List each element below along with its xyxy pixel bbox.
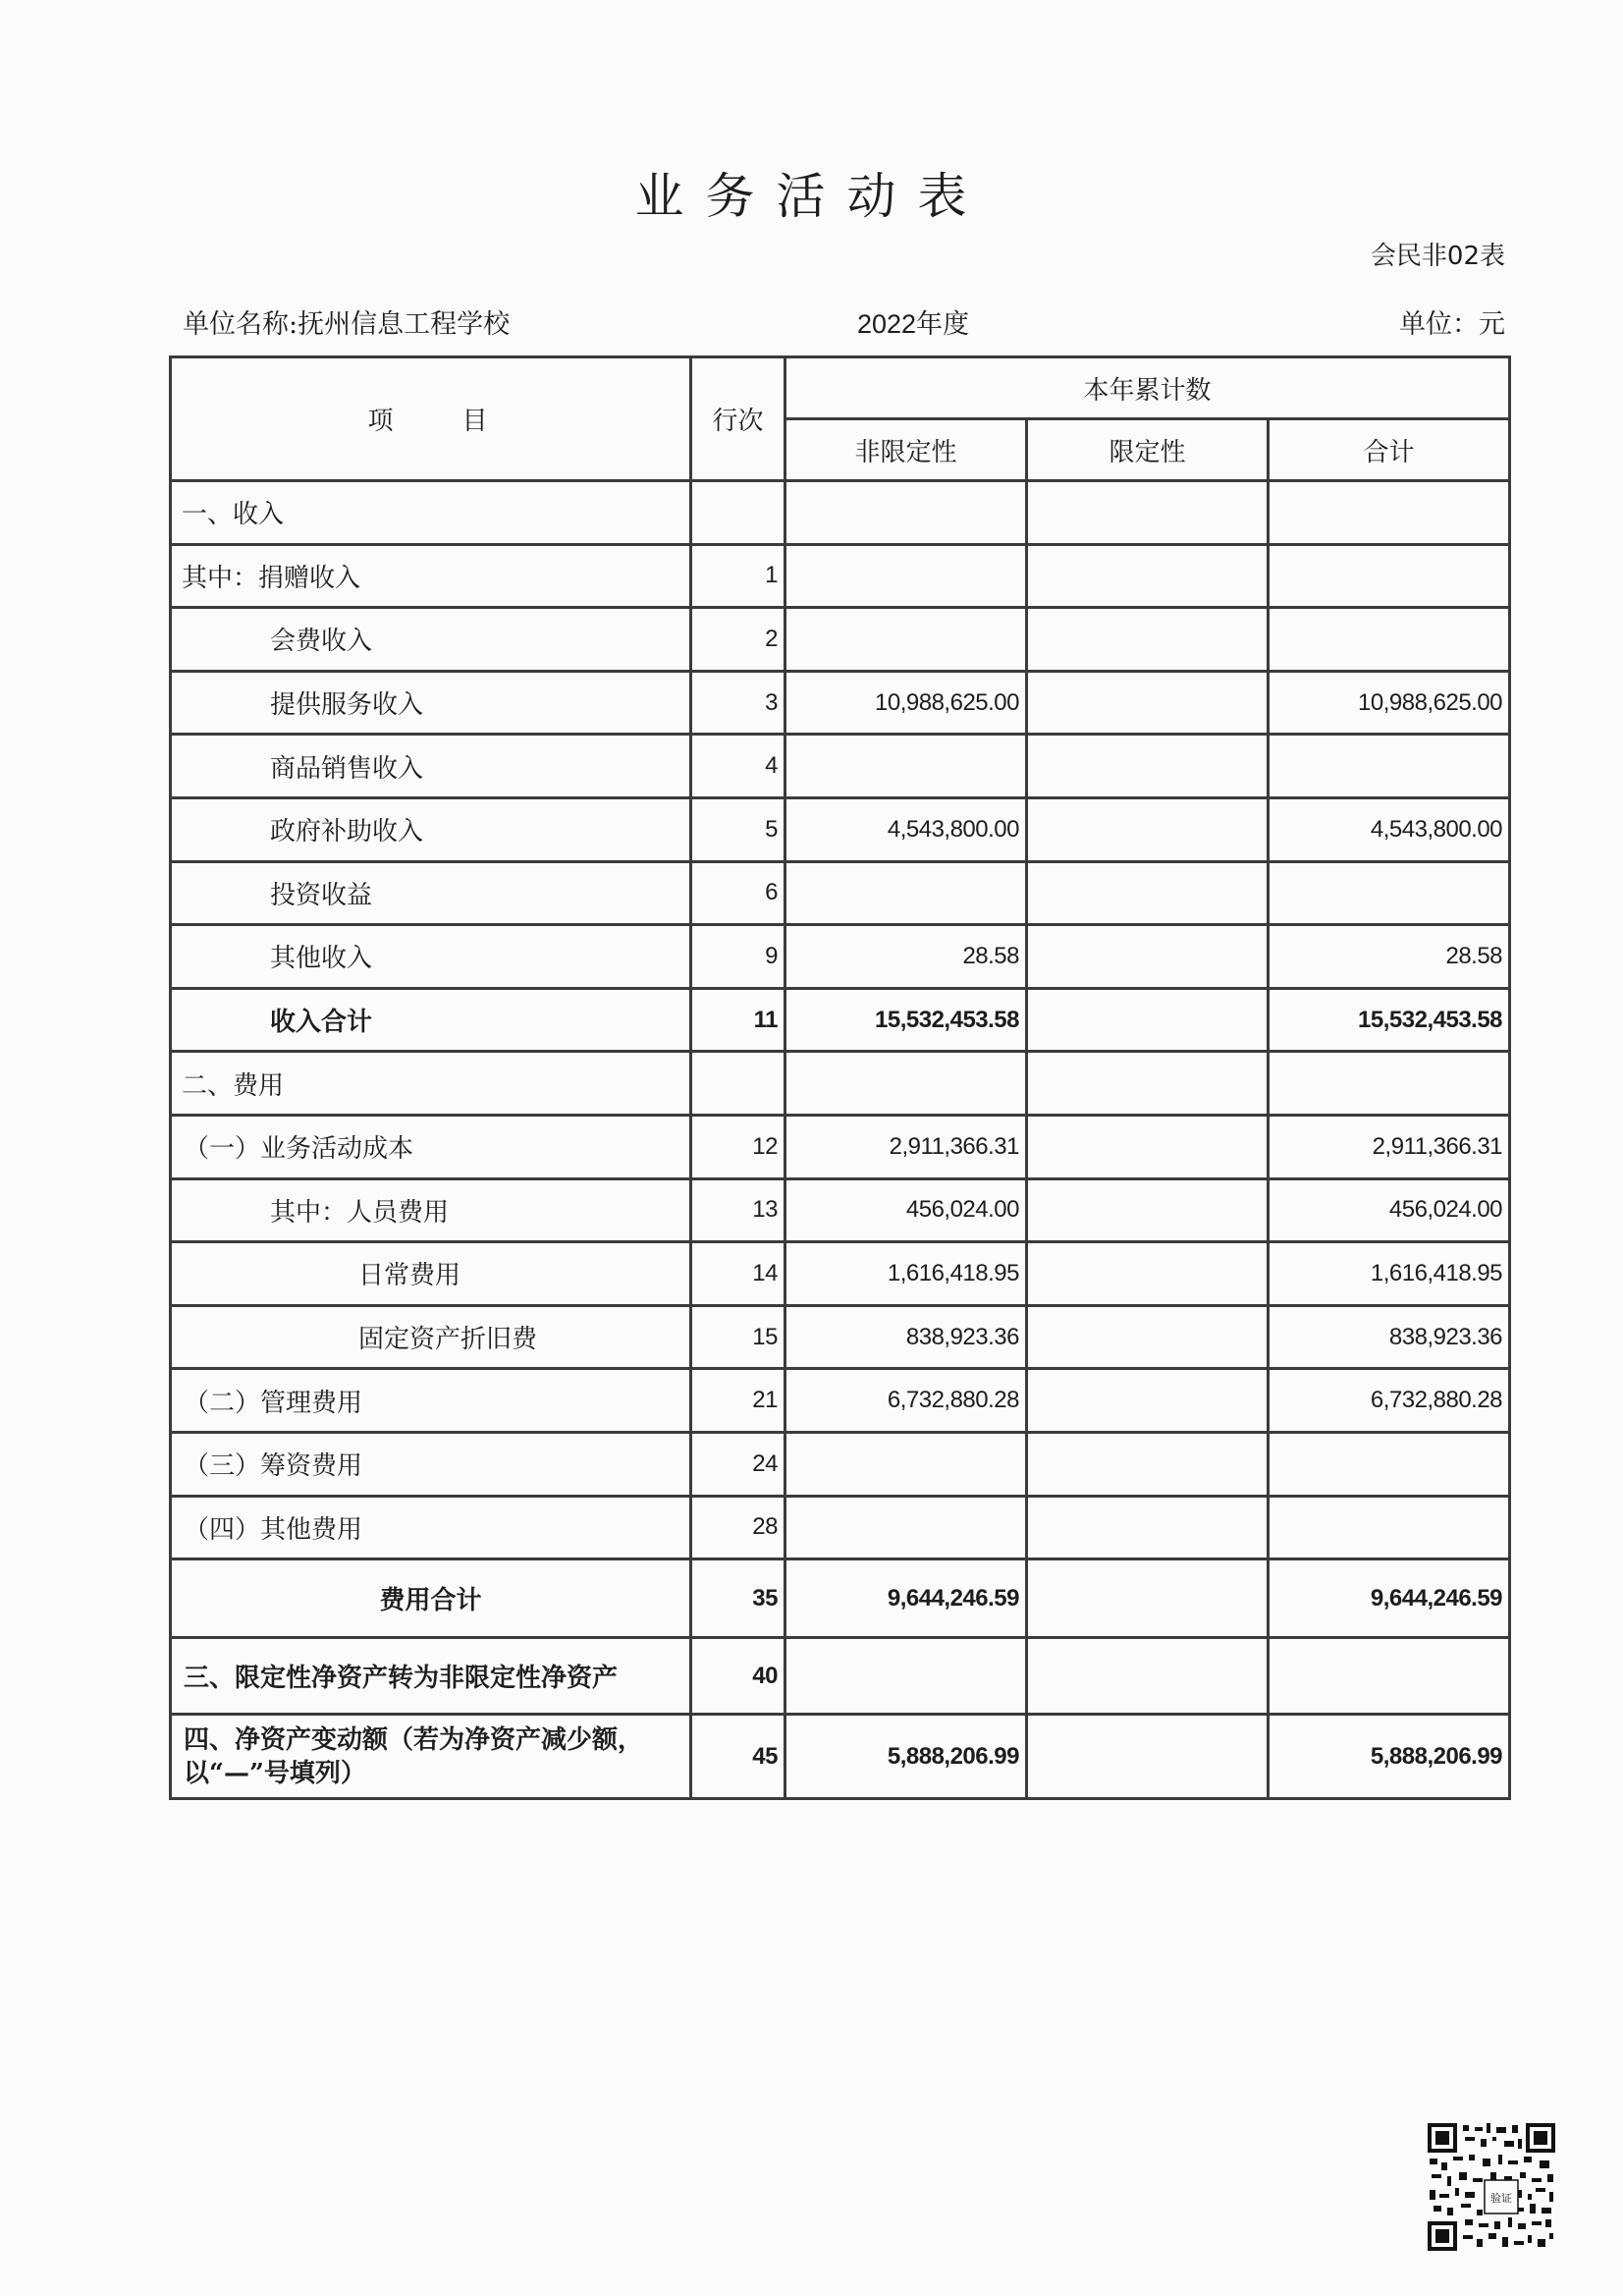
row-item: 商品销售收入 [171, 735, 691, 798]
row-line [691, 481, 785, 545]
table-body [171, 481, 1510, 1799]
row-restricted [1027, 1715, 1269, 1799]
row-unrestricted: 2,911,366.31 [785, 1115, 1027, 1178]
table-row [171, 481, 1510, 545]
row-item: （四）其他费用 [171, 1496, 691, 1559]
unit-name: 单位名称:抚州信息工程学校 [183, 309, 511, 340]
row-restricted [1027, 1178, 1269, 1242]
table-row [171, 1115, 1510, 1178]
table-row [171, 1052, 1510, 1116]
row-line: 35 [691, 1559, 785, 1638]
row-total [1269, 1432, 1510, 1496]
row-line: 13 [691, 1178, 785, 1242]
row-unrestricted [785, 544, 1027, 608]
form-code: 会民非02表 [1370, 242, 1505, 271]
table-row [171, 671, 1510, 735]
row-restricted [1027, 735, 1269, 798]
row-line: 9 [691, 925, 785, 989]
row-unrestricted [785, 1432, 1027, 1496]
row-total: 1,616,418.95 [1269, 1242, 1510, 1306]
table-row [171, 1305, 1510, 1369]
row-item: （二）管理费用 [171, 1369, 691, 1433]
row-restricted [1027, 481, 1269, 545]
row-unrestricted: 15,532,453.58 [785, 988, 1027, 1052]
row-line: 40 [691, 1638, 785, 1715]
row-total [1269, 1052, 1510, 1116]
row-total: 10,988,625.00 [1269, 671, 1510, 735]
row-unrestricted: 6,732,880.28 [785, 1369, 1027, 1433]
row-restricted [1027, 988, 1269, 1052]
row-unrestricted [785, 608, 1027, 672]
table-row [171, 1496, 1510, 1559]
row-restricted [1027, 1242, 1269, 1306]
table-row [171, 544, 1510, 608]
header-total: 合计 [1269, 419, 1510, 481]
row-restricted [1027, 1559, 1269, 1638]
row-line: 3 [691, 671, 785, 735]
table-row [171, 925, 1510, 989]
svg-text:验证: 验证 [1490, 2192, 1512, 2205]
table-row [171, 1369, 1510, 1433]
row-item: 费用合计 [171, 1559, 691, 1638]
row-unrestricted: 4,543,800.00 [785, 797, 1027, 861]
header-line: 行次 [691, 357, 785, 481]
row-total [1269, 735, 1510, 798]
row-unrestricted: 838,923.36 [785, 1305, 1027, 1369]
row-restricted [1027, 1052, 1269, 1116]
table-row [171, 1178, 1510, 1242]
row-line: 14 [691, 1242, 785, 1306]
row-restricted [1027, 861, 1269, 925]
row-item: 收入合计 [171, 988, 691, 1052]
row-unrestricted: 1,616,418.95 [785, 1242, 1027, 1306]
report-year: 2022年度 [857, 309, 970, 339]
row-item: 提供服务收入 [171, 671, 691, 735]
row-item: （一）业务活动成本 [171, 1115, 691, 1178]
row-total [1269, 608, 1510, 672]
row-line: 5 [691, 797, 785, 861]
row-restricted [1027, 671, 1269, 735]
row-total: 456,024.00 [1269, 1178, 1510, 1242]
row-unrestricted [785, 735, 1027, 798]
table-row [171, 608, 1510, 672]
row-unrestricted [785, 481, 1027, 545]
row-restricted [1027, 1496, 1269, 1559]
row-restricted [1027, 1115, 1269, 1178]
row-total [1269, 1638, 1510, 1715]
table-row [171, 861, 1510, 925]
row-total: 2,911,366.31 [1269, 1115, 1510, 1178]
row-total: 5,888,206.99 [1269, 1715, 1510, 1799]
table-row [171, 1715, 1510, 1799]
currency-unit: 单位：元 [1399, 309, 1505, 340]
row-total [1269, 544, 1510, 608]
row-item: 其中：人员费用 [171, 1178, 691, 1242]
row-item: 二、费用 [171, 1052, 691, 1116]
row-item: 固定资产折旧费 [171, 1305, 691, 1369]
row-total: 6,732,880.28 [1269, 1369, 1510, 1433]
table-row [171, 1638, 1510, 1715]
row-line: 24 [691, 1432, 785, 1496]
row-total: 15,532,453.58 [1269, 988, 1510, 1052]
row-item: 三、限定性净资产转为非限定性净资产 [171, 1638, 691, 1715]
row-line: 21 [691, 1369, 785, 1433]
header-group: 本年累计数 [785, 357, 1510, 419]
row-restricted [1027, 608, 1269, 672]
row-item: 其中：捐赠收入 [171, 544, 691, 608]
table-row [171, 1432, 1510, 1496]
row-unrestricted [785, 1052, 1027, 1116]
row-unrestricted: 456,024.00 [785, 1178, 1027, 1242]
row-restricted [1027, 925, 1269, 989]
row-item: 投资收益 [171, 861, 691, 925]
row-unrestricted [785, 1638, 1027, 1715]
row-item: 政府补助收入 [171, 797, 691, 861]
row-restricted [1027, 544, 1269, 608]
row-restricted [1027, 797, 1269, 861]
row-unrestricted: 9,644,246.59 [785, 1559, 1027, 1638]
page-title: 业务活动表 [634, 168, 989, 225]
row-line: 1 [691, 544, 785, 608]
row-unrestricted: 10,988,625.00 [785, 671, 1027, 735]
row-line: 12 [691, 1115, 785, 1178]
header-restricted: 限定性 [1027, 419, 1269, 481]
row-restricted [1027, 1638, 1269, 1715]
row-item: 其他收入 [171, 925, 691, 989]
row-item: 一、收入 [171, 481, 691, 545]
row-line: 15 [691, 1305, 785, 1369]
row-total [1269, 481, 1510, 545]
table-row [171, 797, 1510, 861]
row-line: 45 [691, 1715, 785, 1799]
table-row [171, 1242, 1510, 1306]
row-item: （三）筹资费用 [171, 1432, 691, 1496]
verification-qr-code [1426, 2121, 1557, 2253]
row-line: 6 [691, 861, 785, 925]
row-line: 11 [691, 988, 785, 1052]
row-unrestricted: 5,888,206.99 [785, 1715, 1027, 1799]
table-row-subtotal [171, 988, 1510, 1052]
row-line [691, 1052, 785, 1116]
row-restricted [1027, 1305, 1269, 1369]
row-unrestricted: 28.58 [785, 925, 1027, 989]
row-total: 9,644,246.59 [1269, 1559, 1510, 1638]
row-total [1269, 861, 1510, 925]
header-unrestricted: 非限定性 [785, 419, 1027, 481]
row-line: 4 [691, 735, 785, 798]
table-row [171, 735, 1510, 798]
row-item: 四、净资产变动额（若为净资产减少额，以“—”号填列） [171, 1715, 691, 1799]
activity-table [169, 355, 1511, 1800]
header-item: 项 目 [171, 357, 691, 481]
row-unrestricted [785, 1496, 1027, 1559]
row-unrestricted [785, 861, 1027, 925]
row-line: 2 [691, 608, 785, 672]
row-total [1269, 1496, 1510, 1559]
row-total: 28.58 [1269, 925, 1510, 989]
row-item: 日常费用 [171, 1242, 691, 1306]
row-restricted [1027, 1432, 1269, 1496]
row-line: 28 [691, 1496, 785, 1559]
table-row-subtotal [171, 1559, 1510, 1638]
row-total: 838,923.36 [1269, 1305, 1510, 1369]
row-total: 4,543,800.00 [1269, 797, 1510, 861]
row-restricted [1027, 1369, 1269, 1433]
row-item: 会费收入 [171, 608, 691, 672]
